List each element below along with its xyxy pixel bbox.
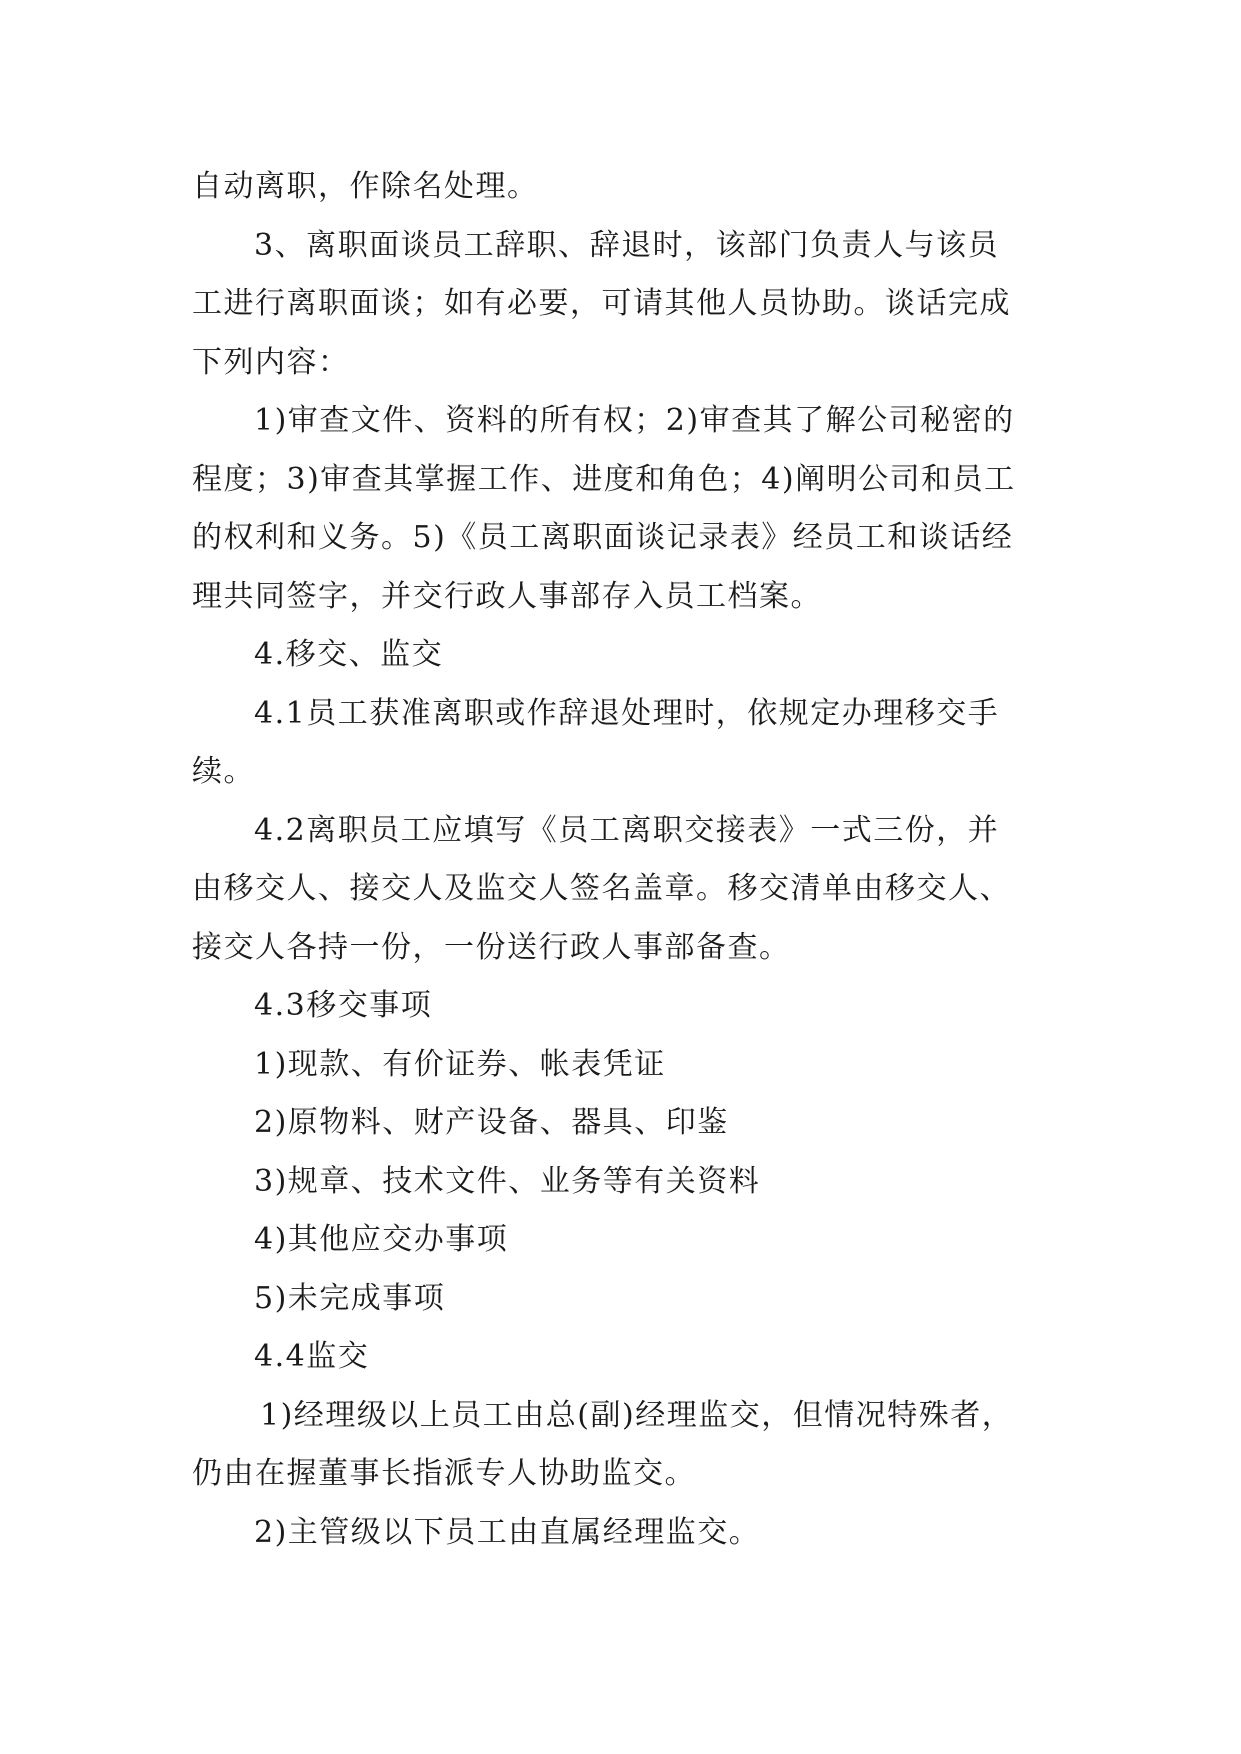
text-line: 3、离职面谈员工辞职、辞退时，该部门负责人与该员: [254, 227, 1000, 263]
text-line: 1)经理级以上员工由总(副)经理监交，但情况特殊者，: [260, 1397, 1014, 1433]
list-item: 5)未完成事项: [254, 1280, 446, 1316]
section-heading: 4.4监交: [254, 1339, 370, 1374]
text-line: 2)主管级以下员工由直属经理监交。: [254, 1514, 761, 1550]
text-line: 4.2离职员工应填写《员工离职交接表》一式三份，并: [254, 812, 1000, 848]
text-line: 自动离职，作除名处理。: [192, 169, 539, 204]
list-item: 4)其他应交办事项: [254, 1222, 509, 1257]
text-line: 续。: [192, 754, 255, 789]
document-body: [192, 158, 1062, 1562]
list-item: 2)原物料、财产设备、器具、印鉴: [254, 1105, 729, 1140]
text-line: 1)审查文件、资料的所有权；2)审查其了解公司秘密的: [254, 403, 1015, 438]
section-heading: 4.3移交事项: [254, 988, 433, 1023]
text-line: 仍由在握董事长指派专人协助监交。: [192, 1456, 696, 1491]
text-line: 理共同签字，并交行政人事部存入员工档案。: [192, 578, 822, 614]
list-item: 3)规章、技术文件、业务等有关资料: [254, 1163, 761, 1199]
text-line: 4.1员工获准离职或作辞退处理时，依规定办理移交手: [254, 695, 1000, 731]
text-line: 接交人各持一份，一份送行政人事部备查。: [192, 929, 791, 965]
text-line: 的权利和义务。5)《员工离职面谈记录表》经员工和谈话经: [192, 520, 1014, 555]
text-line: 下列内容：: [192, 344, 350, 380]
text-line: 由移交人、接交人及监交人签名盖章。移交清单由移交人、: [192, 871, 1011, 906]
section-heading: 4.移交、监交: [254, 637, 444, 672]
text-line: 工进行离职面谈；如有必要，可请其他人员协助。谈话完成: [192, 286, 1011, 321]
list-item: 1)现款、有价证券、帐表凭证: [254, 1046, 666, 1082]
text-line: 程度；3)审查其掌握工作、进度和角色；4)阐明公司和员工: [192, 461, 1016, 497]
